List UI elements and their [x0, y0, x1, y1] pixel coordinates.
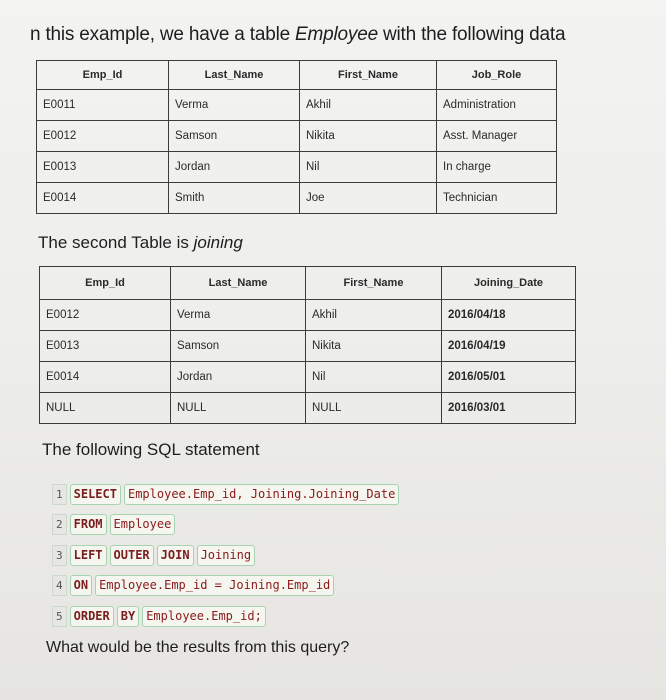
sql-token: Employee	[110, 514, 176, 535]
code-line	[52, 484, 402, 505]
sql-heading: The following SQL statement	[42, 440, 260, 459]
column-header: Joining_Date	[442, 267, 576, 300]
table-cell: Technician	[437, 183, 557, 214]
second-heading-prefix: The second Table is	[38, 233, 194, 252]
sql-keyword: ORDER	[70, 606, 114, 627]
table-row	[40, 393, 576, 424]
table-cell: NULL	[40, 393, 171, 424]
code-line	[52, 514, 402, 535]
column-header: Last_Name	[171, 267, 306, 300]
code-line	[52, 545, 402, 566]
column-header: First_Name	[306, 267, 442, 300]
sql-token: Employee.Emp_id = Joining.Emp_id	[95, 575, 334, 596]
intro-text	[30, 24, 565, 46]
table-cell: Smith	[169, 183, 300, 214]
line-number: 2	[52, 514, 67, 535]
sql-keyword: FROM	[70, 514, 107, 535]
table-cell: Joe	[300, 183, 437, 214]
table-cell: Verma	[169, 90, 300, 121]
table-header-row	[40, 267, 576, 300]
table-cell: Samson	[169, 121, 300, 152]
table-cell: In charge	[437, 152, 557, 183]
table-cell: NULL	[306, 393, 442, 424]
intro-table-name: Employee	[295, 24, 378, 45]
line-number: 1	[52, 484, 67, 505]
sql-keyword: LEFT	[70, 545, 107, 566]
sql-code-block	[52, 484, 402, 636]
table-cell: Akhil	[306, 300, 442, 331]
sql-keyword: SELECT	[70, 484, 121, 505]
table-cell: 2016/04/18	[442, 300, 576, 331]
table-cell: E0012	[37, 121, 169, 152]
table-cell: Nikita	[300, 121, 437, 152]
table-cell: Jordan	[171, 362, 306, 393]
sql-token: Employee.Emp_id, Joining.Joining_Date	[124, 484, 399, 505]
table-cell: Asst. Manager	[437, 121, 557, 152]
table-cell: E0014	[37, 183, 169, 214]
sql-keyword: ON	[70, 575, 92, 596]
table-row	[40, 331, 576, 362]
sql-keyword: BY	[117, 606, 139, 627]
sql-token: Employee.Emp_id;	[142, 606, 266, 627]
column-header: Emp_Id	[37, 61, 169, 90]
table-cell: NULL	[171, 393, 306, 424]
code-line	[52, 575, 402, 596]
table-cell: Nikita	[306, 331, 442, 362]
second-heading-table-name: joining	[193, 233, 243, 252]
table-row	[37, 152, 557, 183]
table-cell: Nil	[306, 362, 442, 393]
table-cell: Samson	[171, 331, 306, 362]
intro-suffix: with the following data	[377, 24, 566, 45]
table-cell: Jordan	[169, 152, 300, 183]
joining-table	[39, 266, 576, 424]
table-cell: Nil	[300, 152, 437, 183]
sql-token: Joining	[197, 545, 256, 566]
line-number: 3	[52, 545, 67, 566]
table-row	[40, 300, 576, 331]
table-cell: Verma	[171, 300, 306, 331]
column-header: Job_Role	[437, 61, 557, 90]
table-row	[37, 183, 557, 214]
line-number: 5	[52, 606, 67, 627]
table-cell: 2016/03/01	[442, 393, 576, 424]
table-cell: 2016/04/19	[442, 331, 576, 362]
table-header-row	[37, 61, 557, 90]
sql-keyword: JOIN	[157, 545, 194, 566]
table-cell: Akhil	[300, 90, 437, 121]
second-table-heading	[38, 233, 243, 253]
column-header: Emp_Id	[40, 267, 171, 300]
table-cell: E0011	[37, 90, 169, 121]
line-number: 4	[52, 575, 67, 596]
table-cell: E0013	[40, 331, 171, 362]
table-cell: Administration	[437, 90, 557, 121]
table-cell: E0013	[37, 152, 169, 183]
sql-keyword: OUTER	[110, 545, 154, 566]
table-cell: E0014	[40, 362, 171, 393]
table-row	[37, 90, 557, 121]
employee-table	[36, 60, 557, 214]
table-row	[40, 362, 576, 393]
table-cell: E0012	[40, 300, 171, 331]
code-line	[52, 606, 402, 627]
column-header: First_Name	[300, 61, 437, 90]
column-header: Last_Name	[169, 61, 300, 90]
intro-prefix: n this example, we have a table	[30, 24, 296, 45]
question-text: What would be the results from this query?	[46, 639, 350, 656]
table-row	[37, 121, 557, 152]
table-cell: 2016/05/01	[442, 362, 576, 393]
